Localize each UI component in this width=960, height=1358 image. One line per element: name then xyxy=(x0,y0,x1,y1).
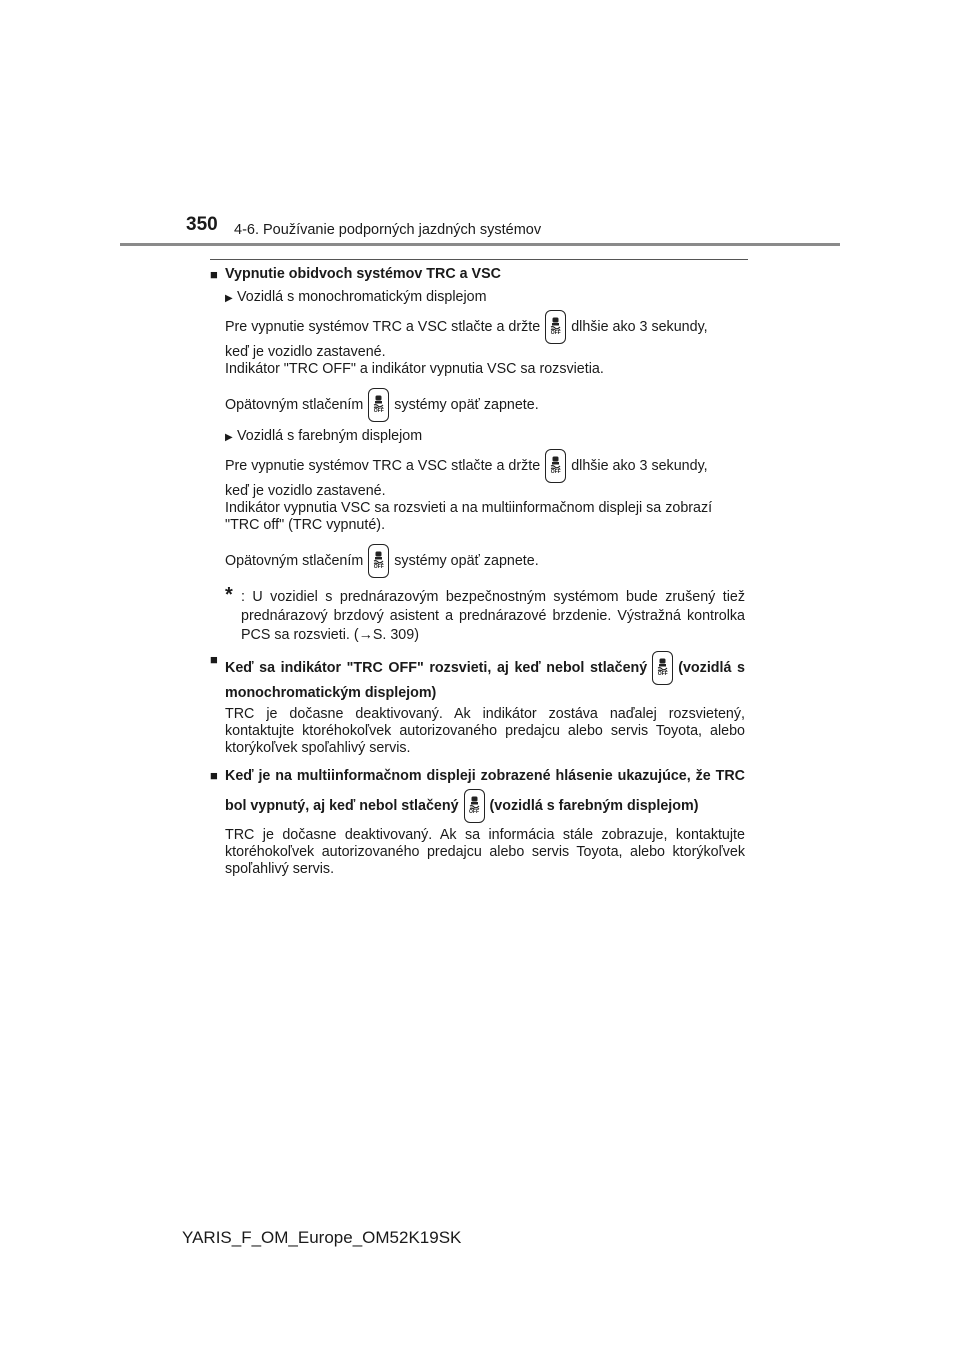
section-heading: ■ Keď sa indikátor "TRC OFF" rozsvieti, aj keď nebol stlačený OFF (vozidlá s monochromatickým displejom) xyxy=(210,652,745,701)
paragraph: TRC je dočasne deaktivovaný. Ak sa informácia stále zobrazuje, kontaktujte ktoréhokoľvek autorizovaného predajcu alebo servis Toyota, alebo ktorýkoľvek spoľahlivý servis. xyxy=(225,827,745,877)
paragraph: Opätovným stlačením OFF systémy opäť zapnete. xyxy=(225,544,745,578)
section-heading: ■ Keď je na multiinformačnom displeji zobrazené hlásenie ukazujúce, že TRC bol vypnutý, aj keď nebol stlačený OFF (vozidlá s farebným displejom) xyxy=(210,763,745,823)
paragraph: Pre vypnutie systémov TRC a VSC stlačte a držte OFF dlhšie ako 3 sekundy, keď je vozidlo zastavené. xyxy=(225,310,745,361)
paragraph: Pre vypnutie systémov TRC a VSC stlačte a držte OFF dlhšie ako 3 sekundy, keď je vozidlo zastavené. xyxy=(225,449,745,500)
triangle-bullet-icon: ▶ xyxy=(225,293,233,304)
section-title: 4-6. Používanie podporných jazdných systémov xyxy=(234,222,542,238)
section-heading: ■ Vypnutie obidvoch systémov TRC a VSC xyxy=(210,266,501,282)
square-bullet-icon: ■ xyxy=(210,768,218,783)
page-number: 350 xyxy=(186,214,218,235)
square-bullet-icon: ■ xyxy=(210,652,218,667)
vsc-off-button-icon: OFF xyxy=(545,310,566,344)
color-display-block xyxy=(210,428,745,645)
vsc-off-button-icon: OFF xyxy=(464,789,485,823)
vsc-off-button-icon: OFF xyxy=(368,544,389,578)
paragraph: Indikátor "TRC OFF" a indikátor vypnutia VSC sa rozsvietia. xyxy=(225,361,604,377)
footnote-mark: * xyxy=(225,584,233,606)
subheading: ▶ Vozidlá s monochromatickým displejom xyxy=(225,289,487,305)
document-code: YARIS_F_OM_Europe_OM52K19SK xyxy=(182,1228,462,1247)
vsc-off-button-icon: OFF xyxy=(545,449,566,483)
square-bullet-icon: ■ xyxy=(210,267,218,282)
triangle-bullet-icon: ▶ xyxy=(225,432,233,443)
content-rule xyxy=(210,259,748,260)
subheading: ▶ Vozidlá s farebným displejom xyxy=(225,428,423,444)
vsc-off-button-icon: OFF xyxy=(368,388,389,422)
footnote: * : U vozidiel s prednárazovým bezpečnostným systémom bude zrušený tiež prednárazový brzdový asistent a prednárazové brzdenie. Výstražná kontrolka PCS sa rozsvieti. (→S. 309) xyxy=(225,584,745,643)
header-rule xyxy=(120,243,840,246)
paragraph: Indikátor vypnutia VSC sa rozsvieti a na multiinformačnom displeji sa zobrazí "TRC off" (TRC vypnuté). xyxy=(225,500,713,533)
paragraph: Opätovným stlačením OFF systémy opäť zapnete. xyxy=(225,388,745,422)
vsc-off-button-icon: OFF xyxy=(652,651,673,685)
mono-display-block xyxy=(210,289,745,422)
paragraph: TRC je dočasne deaktivovaný. Ak indikátor zostáva naďalej rozsvietený, kontaktujte ktoréhokoľvek autorizovaného predajcu alebo servis Toyota, alebo ktorýkoľvek spoľahlivý servis. xyxy=(225,706,745,756)
page-content xyxy=(210,266,745,878)
